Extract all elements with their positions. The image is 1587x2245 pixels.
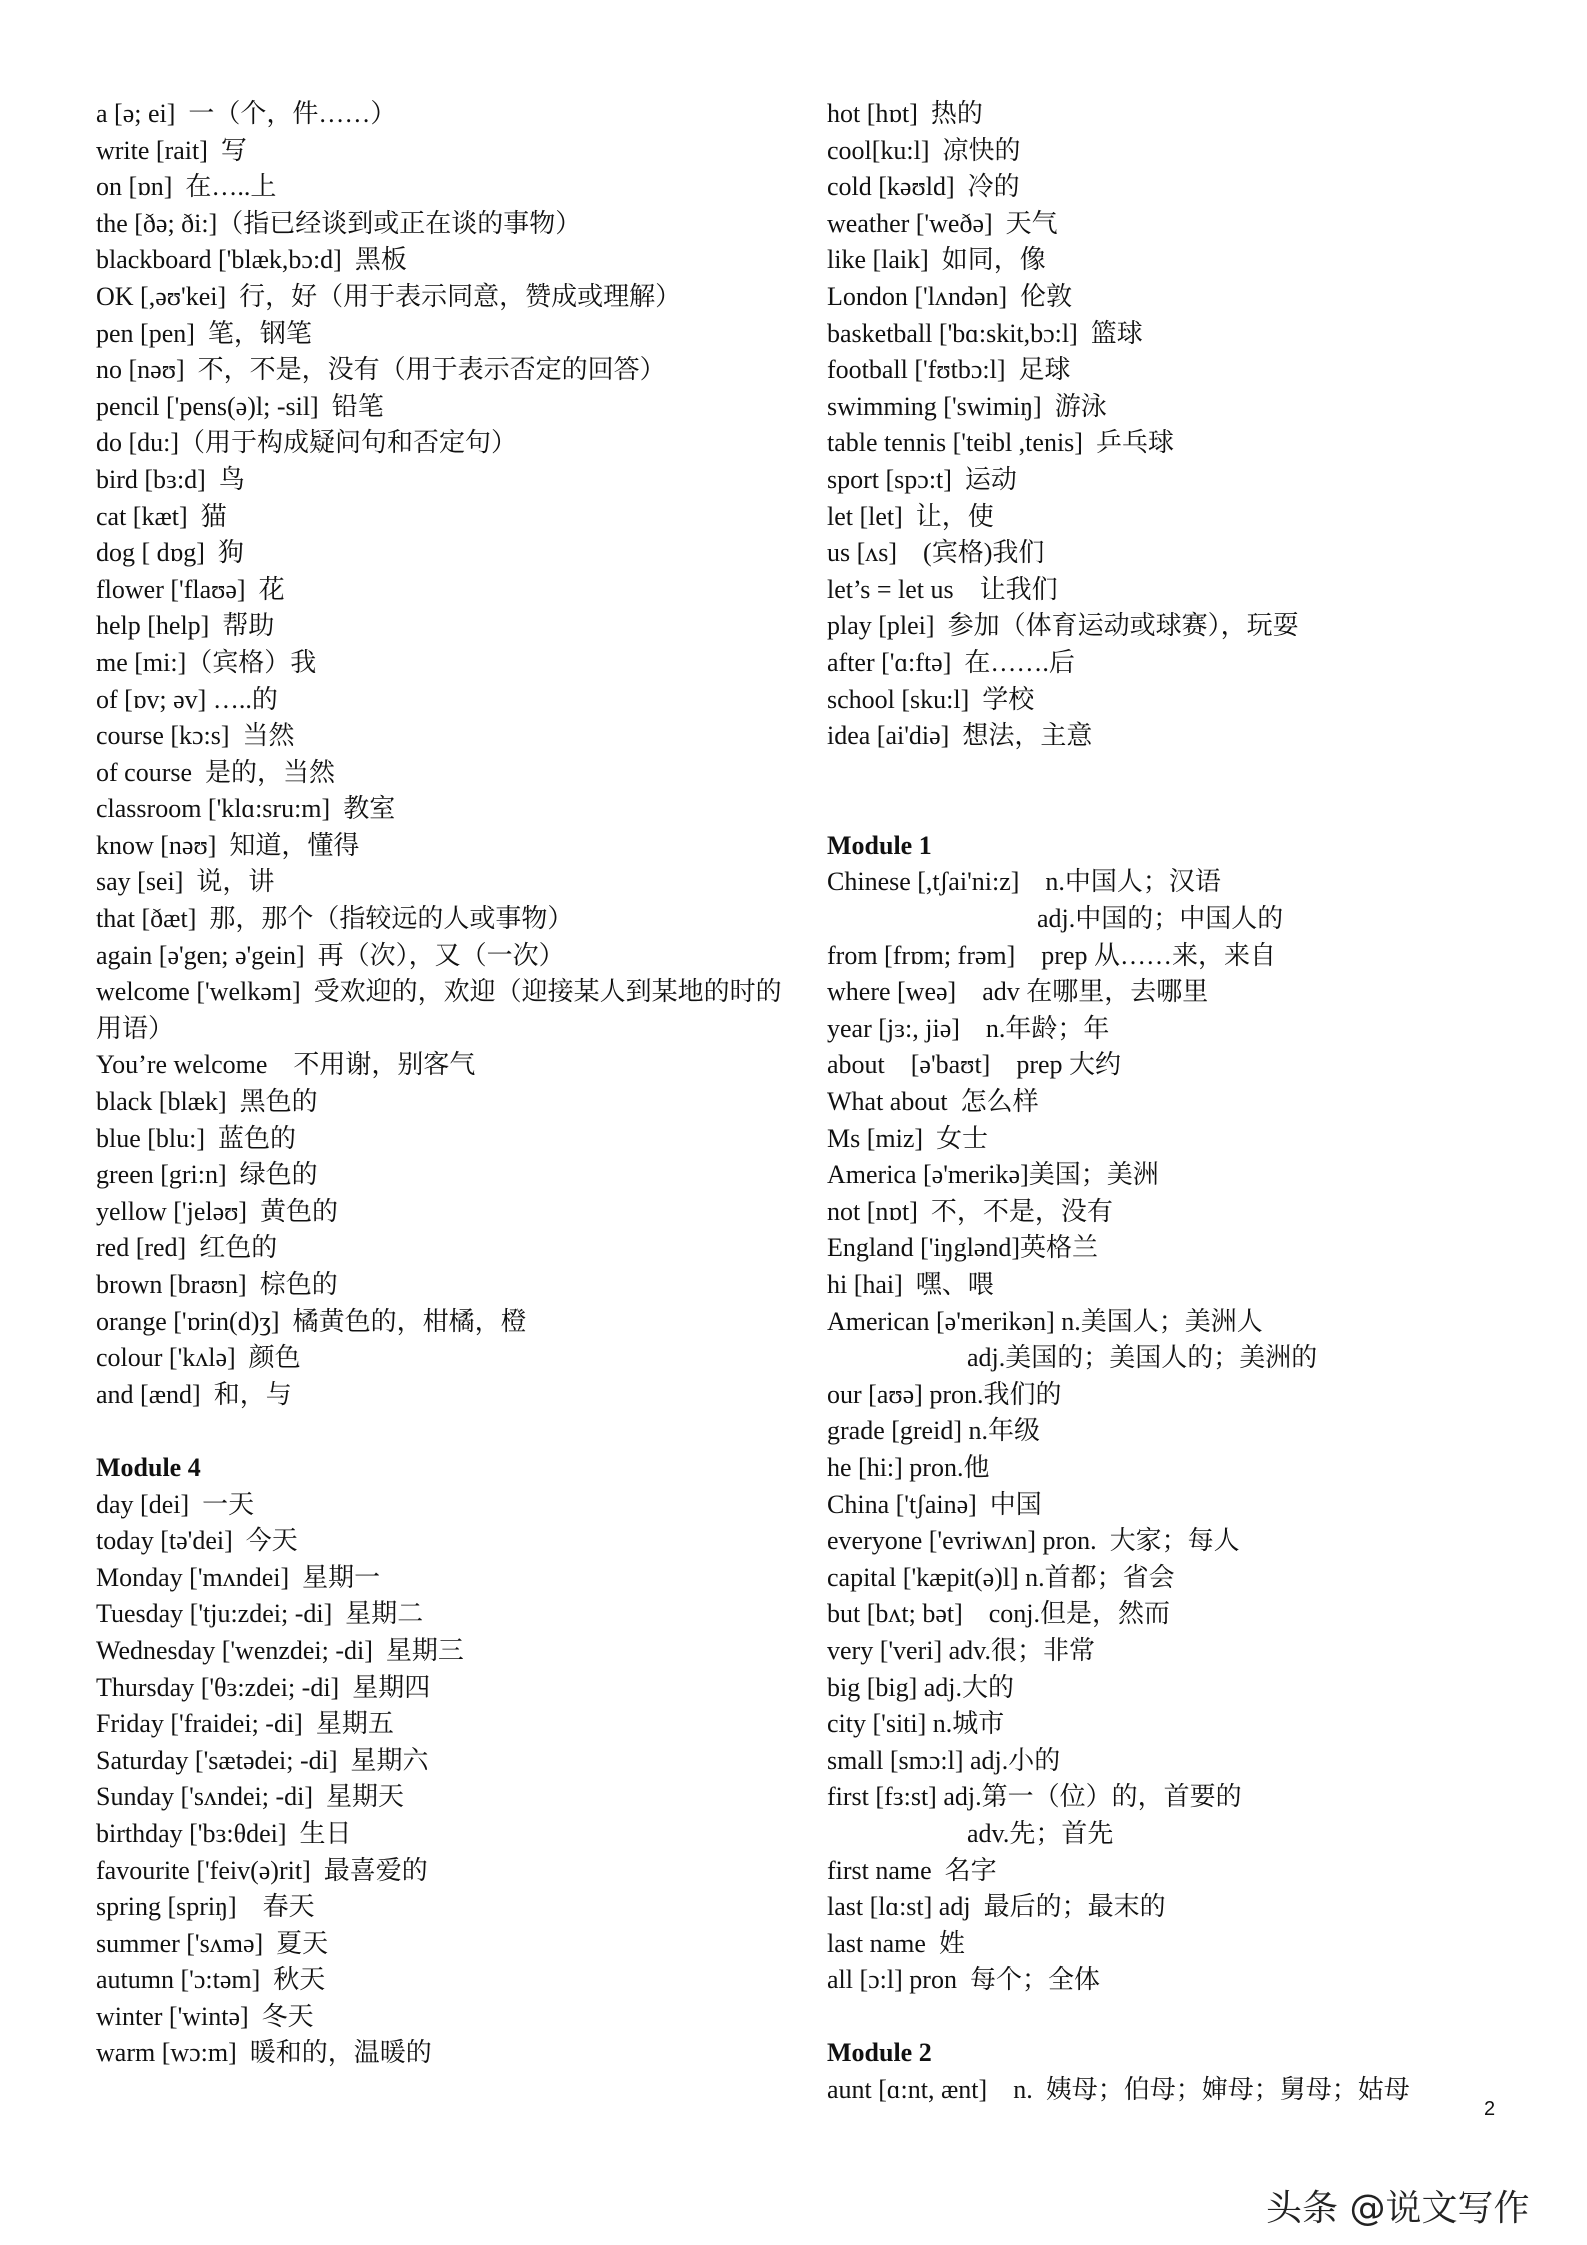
vocab-entry: big [big] adj.大的 <box>827 1672 1015 1702</box>
blank-gap <box>827 1999 1527 2036</box>
vocab-entry: of [ɒv; əv] …..的 <box>96 684 278 714</box>
vocab-entry: blue [blu:] 蓝色的 <box>96 1123 297 1153</box>
vocab-entry: hot [hɒt] 热的 <box>827 99 983 128</box>
vocab-entry: course [kɔ:s] 当然 <box>96 721 295 751</box>
vocab-entry: Chinese [,tʃai'ni:z] n.中国人；汉语 <box>827 867 1221 897</box>
vocab-entry: today [tə'dei] 今天 <box>96 1526 298 1556</box>
vocab-entry: small [smɔ:l] adj.小的 <box>827 1745 1061 1775</box>
vocab-entry: pen [pen] 笔，钢笔 <box>96 318 312 348</box>
vocab-entry: write [rait] 写 <box>96 135 247 165</box>
vocab-entry: basketball ['bɑ:skit,bɔ:l] 篮球 <box>827 318 1143 348</box>
vocab-entry: Sunday ['sʌndei; -di] 星期天 <box>96 1782 404 1812</box>
vocab-entry: not [nɒt] 不，不是，没有 <box>827 1196 1113 1226</box>
vocab-entry: London ['lʌndən] 伦敦 <box>827 281 1073 311</box>
right-column <box>827 96 1527 2109</box>
vocab-entry: again [ə'gen; ə'gein] 再（次），又（一次） <box>96 940 565 970</box>
vocab-entry: all [ɔ:l] pron 每个；全体 <box>827 1965 1100 1995</box>
vocab-entry: hi [hai] 嘿、喂 <box>827 1270 994 1299</box>
vocab-entry: us [ʌs] (宾格)我们 <box>827 538 1045 568</box>
vocab-entry: like [laik] 如同，像 <box>827 245 1046 275</box>
vocab-entry: city ['siti] n.城市 <box>827 1709 1005 1739</box>
vocab-entry: first name 名字 <box>827 1855 997 1885</box>
vocab-entry: but [bʌt; bət] conj.但是，然而 <box>827 1599 1171 1629</box>
vocab-entry: cold [kəʊld] 冷的 <box>827 172 1020 202</box>
vocab-entry: that [ðæt] 那，那个（指较远的人或事物） <box>96 904 574 934</box>
vocab-entry: sport [spɔ:t] 运动 <box>827 464 1017 494</box>
vocab-entry: a [ə; ei] 一（个，件……） <box>96 99 397 128</box>
vocab-entry: last [lɑ:st] adj 最后的；最末的 <box>827 1892 1166 1922</box>
vocab-entry: favourite ['feiv(ə)rit] 最喜爱的 <box>96 1855 428 1885</box>
vocab-entry: after ['ɑ:ftə] 在…….后 <box>827 647 1075 677</box>
vocab-entry: autumn ['ɔ:təm] 秋天 <box>96 1965 326 1995</box>
vocab-entry: blackboard ['blæk,bɔ:d] 黑板 <box>96 245 407 275</box>
vocab-entry: me [mi:]（宾格）我 <box>96 647 317 677</box>
vocab-entry: winter ['wintə] 冬天 <box>96 2001 314 2031</box>
vocab-entry: red [red] 红色的 <box>96 1233 278 1263</box>
vocab-entry: last name 姓 <box>827 1928 965 1958</box>
vocab-entry: Tuesday ['tju:zdei; -di] 星期二 <box>96 1599 424 1629</box>
vocab-entry: no [nəʊ] 不，不是，没有（用于表示否定的回答） <box>96 355 666 385</box>
vocab-entry: adj.美国的；美国人的；美洲的 <box>967 1343 1318 1373</box>
vocab-entry: You’re welcome 不用谢，别客气 <box>96 1050 476 1080</box>
vocab-entry: everyone ['evriwʌn] pron. 大家；每人 <box>827 1526 1240 1556</box>
vocab-entry: birthday ['bɜ:θdei] 生日 <box>96 1818 352 1848</box>
vocab-entry: grade [greid] n.年级 <box>827 1416 1040 1446</box>
vocab-entry: cool[ku:l] 凉快的 <box>827 135 1021 165</box>
vocab-entry: from [frɒm; frəm] prep 从……来，来自 <box>827 940 1276 970</box>
vocab-entry: swimming ['swimiŋ] 游泳 <box>827 391 1107 421</box>
vocab-entry: black [blæk] 黑色的 <box>96 1087 318 1117</box>
vocab-entry: first [fɜ:st] adj.第一（位）的，首要的 <box>827 1782 1242 1812</box>
vocab-entry: very ['veri] adv.很；非常 <box>827 1635 1095 1665</box>
vocab-entry: dog [ dɒg] 狗 <box>96 538 244 568</box>
vocab-entry: American [ə'merikən] n.美国人；美洲人 <box>827 1306 1263 1336</box>
vocab-entry: on [ɒn] 在…..上 <box>96 172 277 202</box>
vocab-entry: summer ['sʌmə] 夏天 <box>96 1928 329 1958</box>
vocab-entry: Friday ['fraidei; -di] 星期五 <box>96 1709 394 1739</box>
vocab-entry: colour ['kʌlə] 颜色 <box>96 1343 301 1373</box>
vocab-entry: play [plei] 参加（体育运动或球赛），玩耍 <box>827 611 1299 641</box>
vocab-entry: cat [kæt] 猫 <box>96 501 227 531</box>
vocab-entry: welcome ['welkəm] 受欢迎的，欢迎（迎接某人到某地的时的用语） <box>96 977 782 1043</box>
vocab-entry: he [hi:] pron.他 <box>827 1452 990 1482</box>
vocab-entry: where [weə] adv 在哪里，去哪里 <box>827 977 1209 1007</box>
vocab-entry: pencil ['pens(ə)l; -sil] 铅笔 <box>96 391 384 421</box>
vocab-entry: know [nəʊ] 知道，懂得 <box>96 830 360 860</box>
vocab-entry: Ms [miz] 女士 <box>827 1123 989 1153</box>
vocab-entry: Thursday ['θɜ:zdei; -di] 星期四 <box>96 1672 431 1702</box>
vocab-entry: year [jɜ:, jiə] n.年龄；年 <box>827 1013 1110 1043</box>
blank-gap <box>96 1413 796 1450</box>
vocab-entry: green [gri:n] 绿色的 <box>96 1160 318 1190</box>
page-number: 2 <box>1484 2098 1496 2120</box>
vocab-entry: do [du:]（用于构成疑问句和否定句） <box>96 428 518 458</box>
vocab-entry: aunt [ɑ:nt, ænt] n. 姨母；伯母；婶母；舅母；姑母 <box>827 2075 1410 2105</box>
vocab-entry: let’s = let us 让我们 <box>827 574 1058 604</box>
vocab-entry: China ['tʃainə] 中国 <box>827 1489 1042 1519</box>
vocab-entry: our [aʊə] pron.我们的 <box>827 1379 1062 1409</box>
vocab-entry: America [ə'merikə]美国；美洲 <box>827 1160 1159 1190</box>
vocab-entry: warm [wɔ:m] 暖和的，温暖的 <box>96 2038 432 2068</box>
vocab-entry: spring [spriŋ] 春天 <box>96 1892 315 1922</box>
vocab-entry: idea [ai'diə] 想法，主意 <box>827 721 1093 751</box>
vocab-entry: yellow ['jeləʊ] 黄色的 <box>96 1196 339 1226</box>
vocab-entry: brown [braʊn] 棕色的 <box>96 1270 338 1299</box>
blank-gap <box>827 755 1527 792</box>
vocab-entry: weather ['weðə] 天气 <box>827 208 1058 238</box>
vocab-entry: help [help] 帮助 <box>96 611 275 641</box>
vocab-entry: Saturday ['sætədei; -di] 星期六 <box>96 1745 429 1775</box>
vocab-entry: say [sei] 说，讲 <box>96 867 275 897</box>
vocab-entry: Wednesday ['wenzdei; -di] 星期三 <box>96 1635 464 1665</box>
vocab-entry: let [let] 让，使 <box>827 501 994 531</box>
vocab-entry: adj.中国的；中国人的 <box>1037 904 1284 934</box>
vocab-entry: bird [bɜ:d] 鸟 <box>96 464 245 494</box>
vocab-entry: OK [,əʊ'kei] 行，好（用于表示同意，赞成或理解） <box>96 281 682 311</box>
vocab-entry: table tennis ['teibl ,tenis] 乒乓球 <box>827 428 1174 458</box>
module-heading: Module 1 <box>827 830 932 860</box>
vocab-entry: flower ['flaʊə] 花 <box>96 574 285 604</box>
vocab-entry: orange ['ɒrin(d)ʒ] 橘黄色的，柑橘，橙 <box>96 1306 527 1336</box>
blank-gap <box>827 791 1527 828</box>
vocab-entry: football ['fʊtbɔ:l] 足球 <box>827 355 1071 385</box>
vocab-entry: of course 是的，当然 <box>96 757 336 787</box>
left-column <box>96 96 796 2072</box>
vocab-entry: What about 怎么样 <box>827 1087 1039 1117</box>
module-heading: Module 2 <box>827 2038 932 2068</box>
vocab-entry: and [ænd] 和，与 <box>96 1379 292 1409</box>
vocab-entry: capital ['kæpit(ə)l] n.首都；省会 <box>827 1562 1175 1592</box>
vocab-entry: Monday ['mʌndei] 星期一 <box>96 1562 381 1592</box>
vocab-entry: classroom ['klɑ:sru:m] 教室 <box>96 794 396 824</box>
vocab-entry: the [ðə; ði:]（指已经谈到或正在谈的事物） <box>96 208 582 238</box>
vocab-entry: about [ə'baʊt] prep 大约 <box>827 1050 1122 1080</box>
vocab-entry: England ['iŋglənd]英格兰 <box>827 1233 1098 1263</box>
vocab-entry: adv.先；首先 <box>967 1818 1114 1848</box>
module-heading: Module 4 <box>96 1452 201 1482</box>
vocab-entry: school [sku:l] 学校 <box>827 684 1035 714</box>
watermark: 头条 @说文写作 <box>1266 2188 1530 2229</box>
vocab-entry: day [dei] 一天 <box>96 1489 255 1519</box>
